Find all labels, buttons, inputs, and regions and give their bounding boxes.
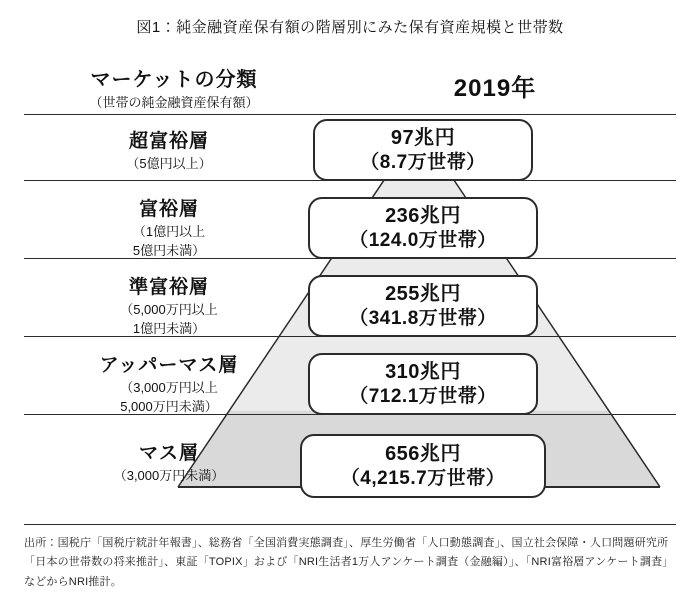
tier-criteria-line2: 5,000万円未満） — [120, 398, 218, 414]
tier-assets: 656兆円 — [385, 442, 461, 465]
tier-criteria-line1: （5,000万円以上 — [120, 301, 218, 317]
year-label: 2019年 — [453, 75, 537, 102]
tier-households: （4,215.7万世帯） — [340, 467, 506, 489]
tier-criteria: （3,000万円未満） — [113, 467, 225, 483]
tier-name: マス層 — [138, 443, 199, 464]
value-box-mass — [300, 434, 546, 498]
tier-assets: 255兆円 — [385, 282, 461, 305]
value-box-super-wealthy — [313, 119, 533, 181]
value-box-semi-wealthy — [308, 275, 538, 337]
tier-criteria-line1: （1億円以上 — [132, 223, 206, 239]
market-classification-subtitle: （世帯の純金融資産保有額） — [89, 95, 259, 110]
tier-households: （712.1万世帯） — [349, 385, 497, 407]
tier-households: （124.0万世帯） — [349, 229, 497, 251]
footer-divider — [24, 524, 676, 525]
tier-label-mass — [24, 442, 314, 485]
source-note: 出所：国税庁「国税庁統計年報書」、総務省「全国消費実態調査」、厚生労働省「人口動態調査」、国立社会保障・人口問題研究所「日本の世帯数の将来推計」、東証「TOPIX」および「NRI生活者1万人アンケート調査（金融編）」、「NRI富裕層アンケート調査」などからNRI推計。 — [24, 537, 674, 588]
tier-name: 富裕層 — [138, 199, 199, 220]
tier-label-wealthy — [24, 198, 314, 260]
tier-name: 準富裕層 — [128, 277, 209, 298]
page-title: 図1：純金融資産保有額の階層別にみた保有資産規模と世帯数 — [136, 19, 564, 36]
tier-assets: 236兆円 — [385, 204, 461, 227]
tier-label-semi-wealthy — [24, 276, 314, 338]
tier-assets: 97兆円 — [390, 126, 456, 149]
tier-criteria-line2: 1億円未満） — [132, 320, 206, 336]
pyramid-chart — [0, 46, 700, 524]
tier-criteria-line2: 5億円未満） — [132, 242, 206, 258]
value-box-upper-mass — [308, 353, 538, 415]
tier-criteria-line1: （3,000万円以上 — [120, 379, 218, 395]
tier-name: アッパーマス層 — [99, 355, 239, 376]
market-classification-title: マーケットの分類 — [90, 69, 258, 91]
tier-households: （341.8万世帯） — [349, 307, 497, 329]
divider-header — [24, 114, 676, 115]
tier-label-upper-mass — [24, 354, 314, 416]
tier-assets: 310兆円 — [385, 360, 461, 383]
tier-label-super-wealthy — [24, 130, 314, 173]
tier-name: 超富裕層 — [128, 131, 209, 152]
value-box-wealthy — [308, 197, 538, 259]
tier-criteria: （5億円以上） — [126, 155, 212, 171]
tier-households: （8.7万世帯） — [360, 151, 486, 173]
